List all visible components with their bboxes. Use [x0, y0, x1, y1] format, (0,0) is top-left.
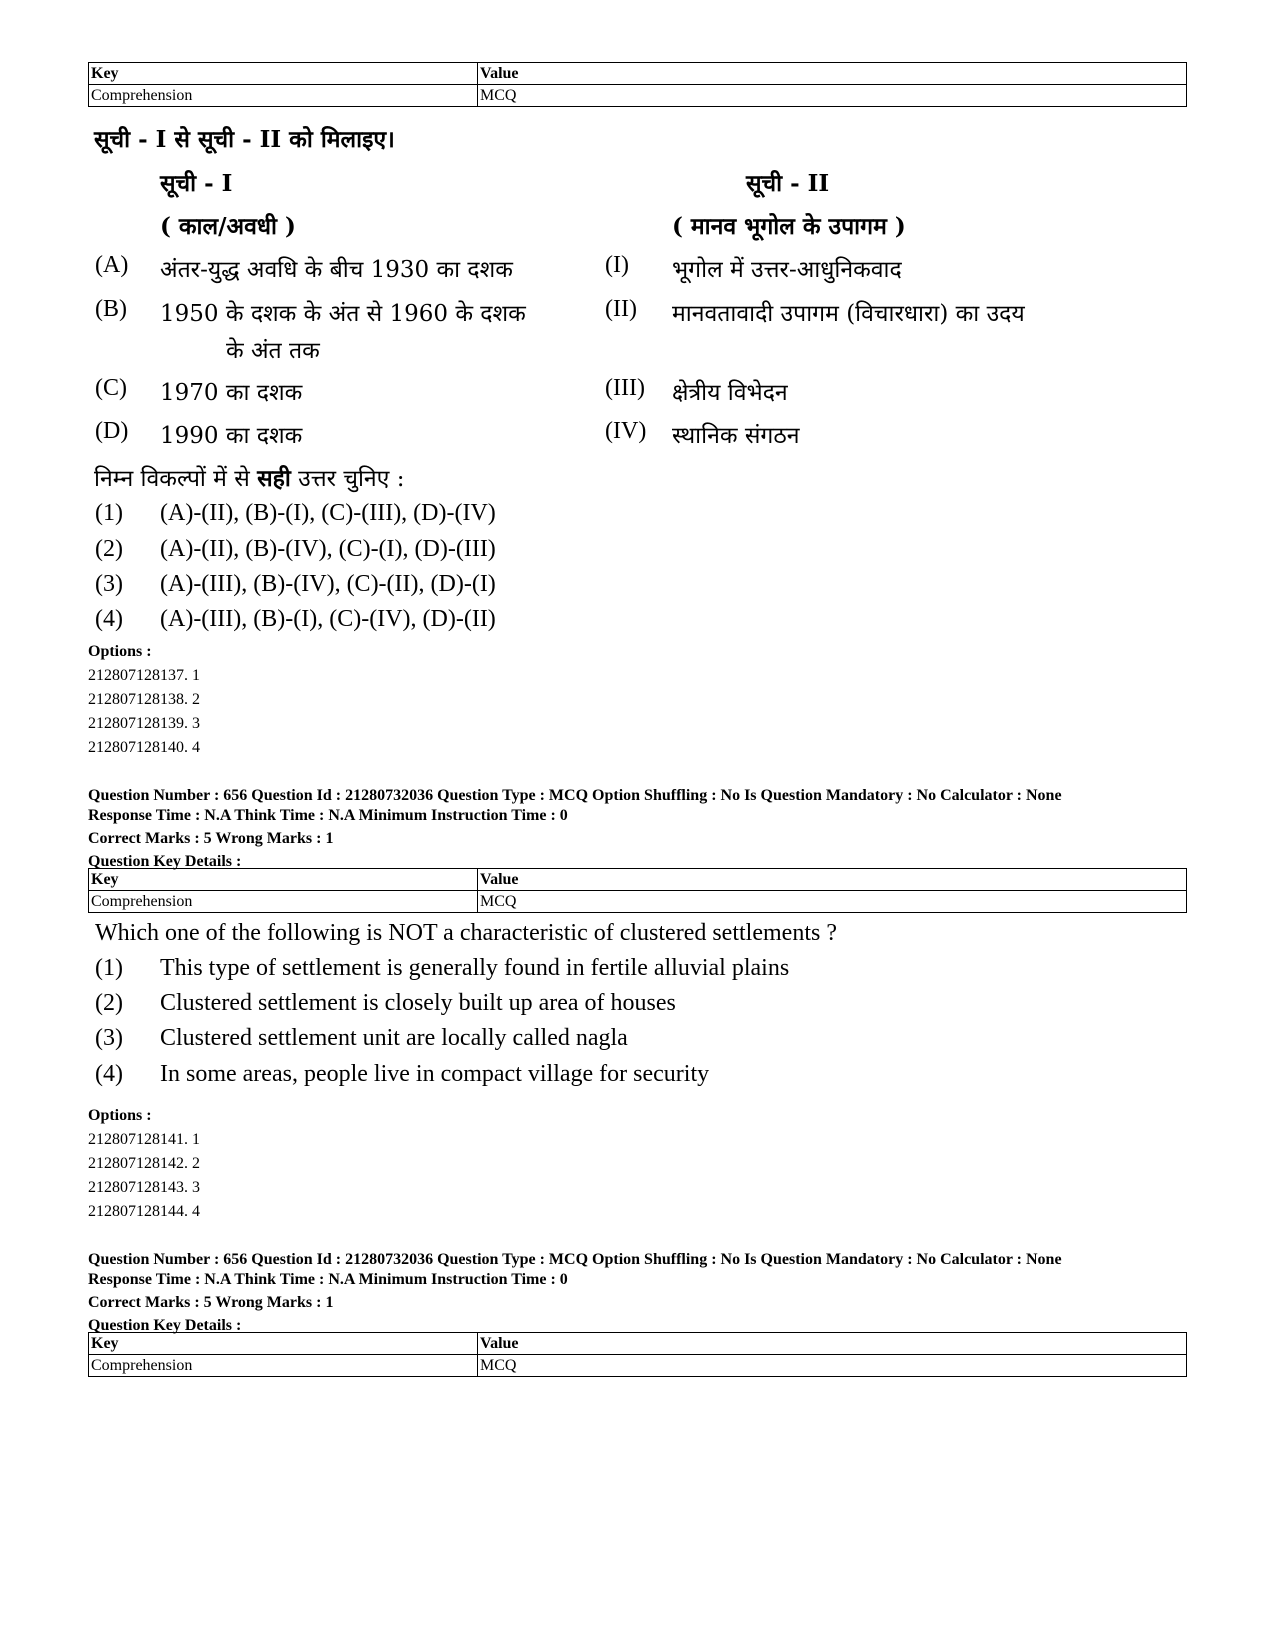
table-cell-value: MCQ [478, 1355, 1187, 1377]
meta-line-2: Response Time : N.A Think Time : N.A Minimum Instruction Time : 0 [88, 1271, 568, 1288]
meta-line-3: Correct Marks : 5 Wrong Marks : 1 [88, 1294, 334, 1311]
option-id: 212807128140. 4 [88, 739, 200, 756]
option-id: 212807128139. 3 [88, 715, 200, 732]
list2-subtitle: ( मानव भूगोल के उपागम ) [672, 213, 906, 240]
answer-number: (2) [95, 536, 123, 562]
list1-label-b: (B) [95, 296, 127, 322]
table-header-value: Value [478, 869, 1187, 891]
q1-instruction: सूची - I से सूची - II को मिलाइए। [94, 126, 395, 153]
question-meta [88, 786, 1062, 872]
answer-number: (1) [95, 500, 123, 526]
meta-line-2: Response Time : N.A Think Time : N.A Minimum Instruction Time : 0 [88, 807, 568, 824]
table-cell-key: Comprehension [89, 85, 478, 107]
table-cell-key: Comprehension [89, 891, 478, 913]
list1-label-c: (C) [95, 375, 127, 401]
answer-number: (2) [95, 990, 123, 1016]
answer-number: (3) [95, 1025, 123, 1051]
answer-text: Clustered settlement is closely built up area of houses [160, 990, 676, 1016]
list1-label-a: (A) [95, 252, 129, 278]
answer-text: Clustered settlement unit are locally called nagla [160, 1025, 628, 1051]
option-id: 212807128144. 4 [88, 1203, 200, 1220]
question-key-table [88, 868, 1187, 913]
options-label: Options : [88, 643, 152, 660]
choose-text-a: निम्न विकल्पों में से [94, 466, 258, 492]
list1-subtitle: ( काल/अवधी ) [160, 213, 296, 240]
question-meta [88, 1250, 1062, 1336]
q2-options [88, 1104, 200, 1224]
list1-item-a: अंतर-युद्ध अवधि के बीच 1930 का दशक [160, 257, 513, 283]
list2-label-i: (I) [605, 252, 629, 278]
list2-label-iv: (IV) [605, 418, 647, 444]
table-header-key: Key [89, 63, 478, 85]
q2-question: Which one of the following is NOT a characteristic of clustered settlements ? [95, 920, 837, 946]
table-cell-key: Comprehension [89, 1355, 478, 1377]
answer-number: (4) [95, 606, 123, 632]
answer-text: (A)-(II), (B)-(I), (C)-(III), (D)-(IV) [160, 500, 496, 526]
answer-number: (3) [95, 571, 123, 597]
answer-number: (1) [95, 955, 123, 981]
answer-text: (A)-(III), (B)-(I), (C)-(IV), (D)-(II) [160, 606, 496, 632]
table-header-value: Value [478, 1333, 1187, 1355]
answer-text: In some areas, people live in compact village for security [160, 1061, 710, 1087]
list2-item-ii: मानवतावादी उपागम (विचारधारा) का उदय [672, 301, 1025, 327]
list2-item-iv: स्थानिक संगठन [672, 423, 800, 449]
list1-title: सूची - I [160, 170, 233, 197]
meta-line-3: Correct Marks : 5 Wrong Marks : 1 [88, 830, 334, 847]
option-id: 212807128142. 2 [88, 1155, 200, 1172]
list2-label-iii: (III) [605, 375, 645, 401]
list1-item-b-cont: के अंत तक [226, 338, 320, 364]
q1-options [88, 640, 200, 760]
option-id: 212807128138. 2 [88, 691, 200, 708]
table-header-value: Value [478, 63, 1187, 85]
meta-line-1: Question Number : 656 Question Id : 21280732036 Question Type : MCQ Option Shuffling : No Is Question Mandatory : No Calculator : None [88, 1251, 1062, 1268]
list2-label-ii: (II) [605, 296, 637, 322]
list1-item-d: 1990 का दशक [160, 423, 303, 449]
table-header-key: Key [89, 869, 478, 891]
meta-line-1: Question Number : 656 Question Id : 21280732036 Question Type : MCQ Option Shuffling : No Is Question Mandatory : No Calculator : None [88, 787, 1062, 804]
option-id: 212807128137. 1 [88, 667, 200, 684]
answer-text: (A)-(II), (B)-(IV), (C)-(I), (D)-(III) [160, 536, 496, 562]
list2-item-i: भूगोल में उत्तर-आधुनिकवाद [672, 257, 902, 283]
option-id: 212807128143. 3 [88, 1179, 200, 1196]
choose-text-c: उत्तर चुनिए : [290, 466, 405, 492]
meta-line-4: Question Key Details : [88, 853, 242, 870]
question-key-table [88, 62, 1187, 107]
question-key-table [88, 1332, 1187, 1377]
choose-instruction [94, 461, 404, 493]
list2-title: सूची - II [746, 170, 830, 197]
table-header-key: Key [89, 1333, 478, 1355]
answer-number: (4) [95, 1061, 123, 1087]
choose-text-bold: सही [257, 465, 291, 492]
options-label: Options : [88, 1107, 152, 1124]
table-cell-value: MCQ [478, 85, 1187, 107]
list2-item-iii: क्षेत्रीय विभेदन [672, 380, 788, 406]
option-id: 212807128141. 1 [88, 1131, 200, 1148]
meta-line-4: Question Key Details : [88, 1317, 242, 1334]
answer-text: (A)-(III), (B)-(IV), (C)-(II), (D)-(I) [160, 571, 496, 597]
list1-item-c: 1970 का दशक [160, 380, 303, 406]
answer-text: This type of settlement is generally found in fertile alluvial plains [160, 955, 790, 981]
list1-item-b: 1950 के दशक के अंत से 1960 के दशक [160, 301, 526, 327]
table-cell-value: MCQ [478, 891, 1187, 913]
list1-label-d: (D) [95, 418, 129, 444]
